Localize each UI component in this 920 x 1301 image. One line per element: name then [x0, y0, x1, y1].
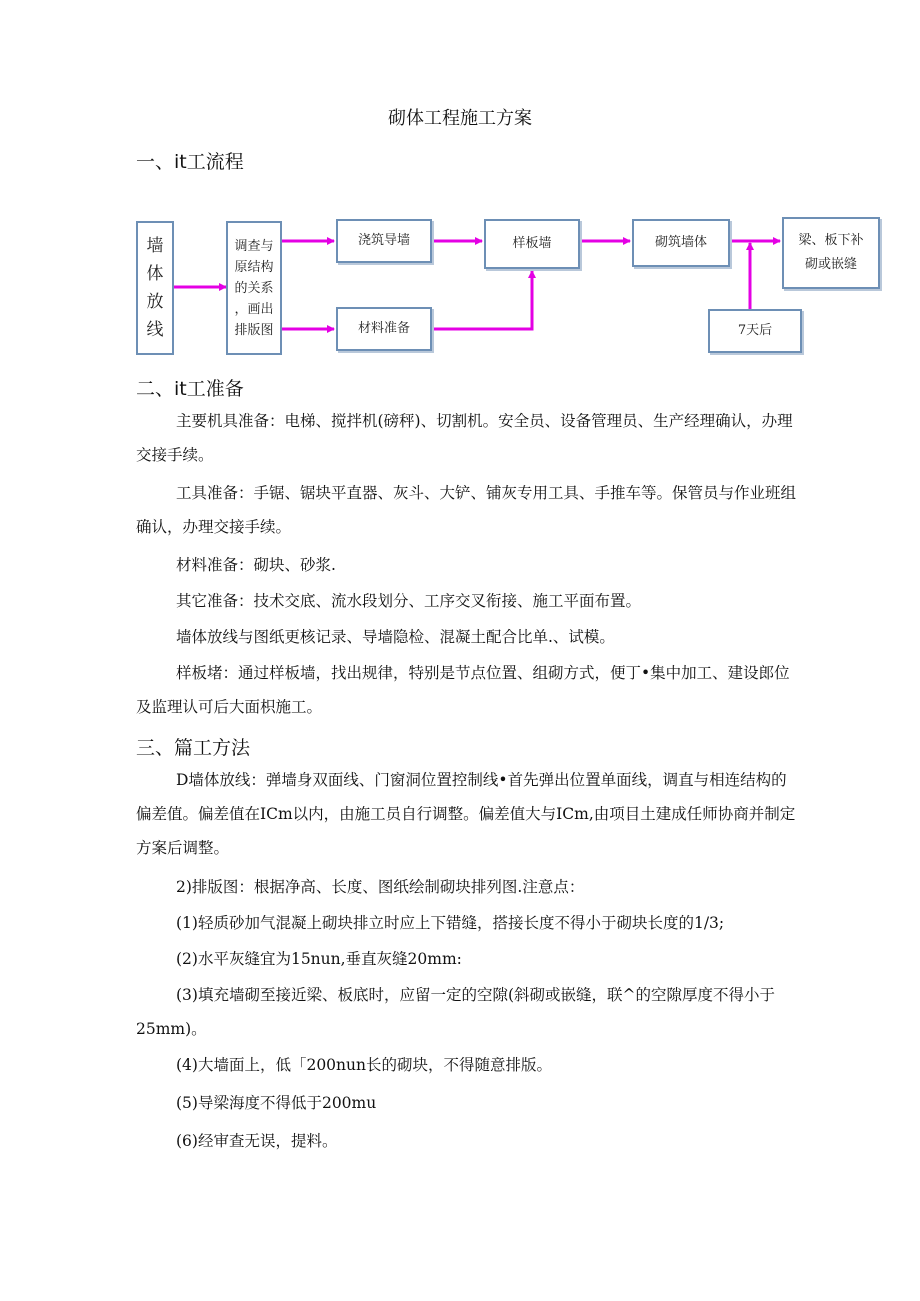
flow-node-guide-wall: 浇筑导墙 — [336, 219, 432, 263]
method-paragraph-arrangement: 2)排版图：根据净高、长度、图纸绘制砌块排列图.注意点： — [176, 878, 585, 896]
flow-node-material: 材料准备 — [336, 307, 432, 351]
prep-paragraph-other: 其它准备：技术交底、流水段划分、工序交叉衔接、施工平面布置。 — [176, 592, 642, 610]
process-flowchart — [136, 213, 880, 355]
section-heading-process: 一、it工流程 — [136, 151, 244, 173]
flow-node-beam-fill: 梁、板下补 砌或嵌缝 — [782, 217, 880, 289]
prep-paragraph-machinery: 主要机具准备：电梯、搅拌机(磅秤)、切割机。安全员、设备管理员、生产经理确认，办理交接手续。 — [136, 412, 793, 464]
method-item-5: (5)导梁海度不得低于200mu — [176, 1094, 377, 1112]
flow-node-survey: 调查与 原结构 的关系 ，画出 排版图 — [226, 221, 282, 355]
prep-paragraph-materials: 材料准备：砌块、砂浆. — [176, 556, 336, 574]
section-heading-prep: 二、it工准备 — [136, 378, 244, 400]
method-item-6: (6)经审查无误，提料。 — [176, 1132, 338, 1150]
method-item-3: (3)填充墙砌至接近梁、板底时，应留一定的空隙(斜砌或嵌缝，联^的空隙厚度不得小于25mm)。 — [136, 986, 775, 1038]
page-title: 砌体工程施工方案 — [388, 108, 532, 129]
method-item-1: (1)轻质砂加气混凝上砌块排立时应上下错缝，搭接长度不得小于砌块长度的1/3; — [176, 914, 725, 932]
section-heading-method: 三、篇工方法 — [136, 737, 251, 759]
prep-paragraph-records: 墙体放线与图纸更核记录、导墙隐检、混凝土配合比单.、试模。 — [176, 628, 615, 646]
method-paragraph-layout: D墙体放线：弹墙身双面线、门窗洞位置控制线•首先弹出位置单面线，调直与相连结构的偏差值。偏差值在ICm以内，由施工员自行调整。偏差值大与ICm,由项目土建成任师协商并制定方案后调整。 — [136, 771, 796, 857]
arrow-material-to-sample — [432, 271, 532, 329]
flow-node-sample-wall: 样板墙 — [484, 219, 580, 269]
flow-node-wall-layout: 墙 体 放 线 — [136, 221, 174, 355]
prep-paragraph-sample: 样板堵：通过样板墙，找出规律，特别是节点位置、组砌方式，便丁•集中加工、建设郎位及监理认可后大面枳施工。 — [136, 664, 790, 716]
flow-node-seven-days: 7天后 — [708, 309, 802, 353]
flow-node-build-wall: 砌筑墙体 — [632, 219, 730, 267]
method-item-4: (4)大墙面上，低「200nun长的砌块，不得随意排版。 — [176, 1056, 552, 1074]
method-item-2: (2)水平灰缝宜为15nun,垂直灰缝20mm: — [176, 950, 462, 968]
prep-paragraph-tools: 工具准备：手锯、锯块平直器、灰斗、大铲、铺灰专用工具、手推车等。保管员与作业班组确认，办理交接手续。 — [136, 484, 797, 536]
